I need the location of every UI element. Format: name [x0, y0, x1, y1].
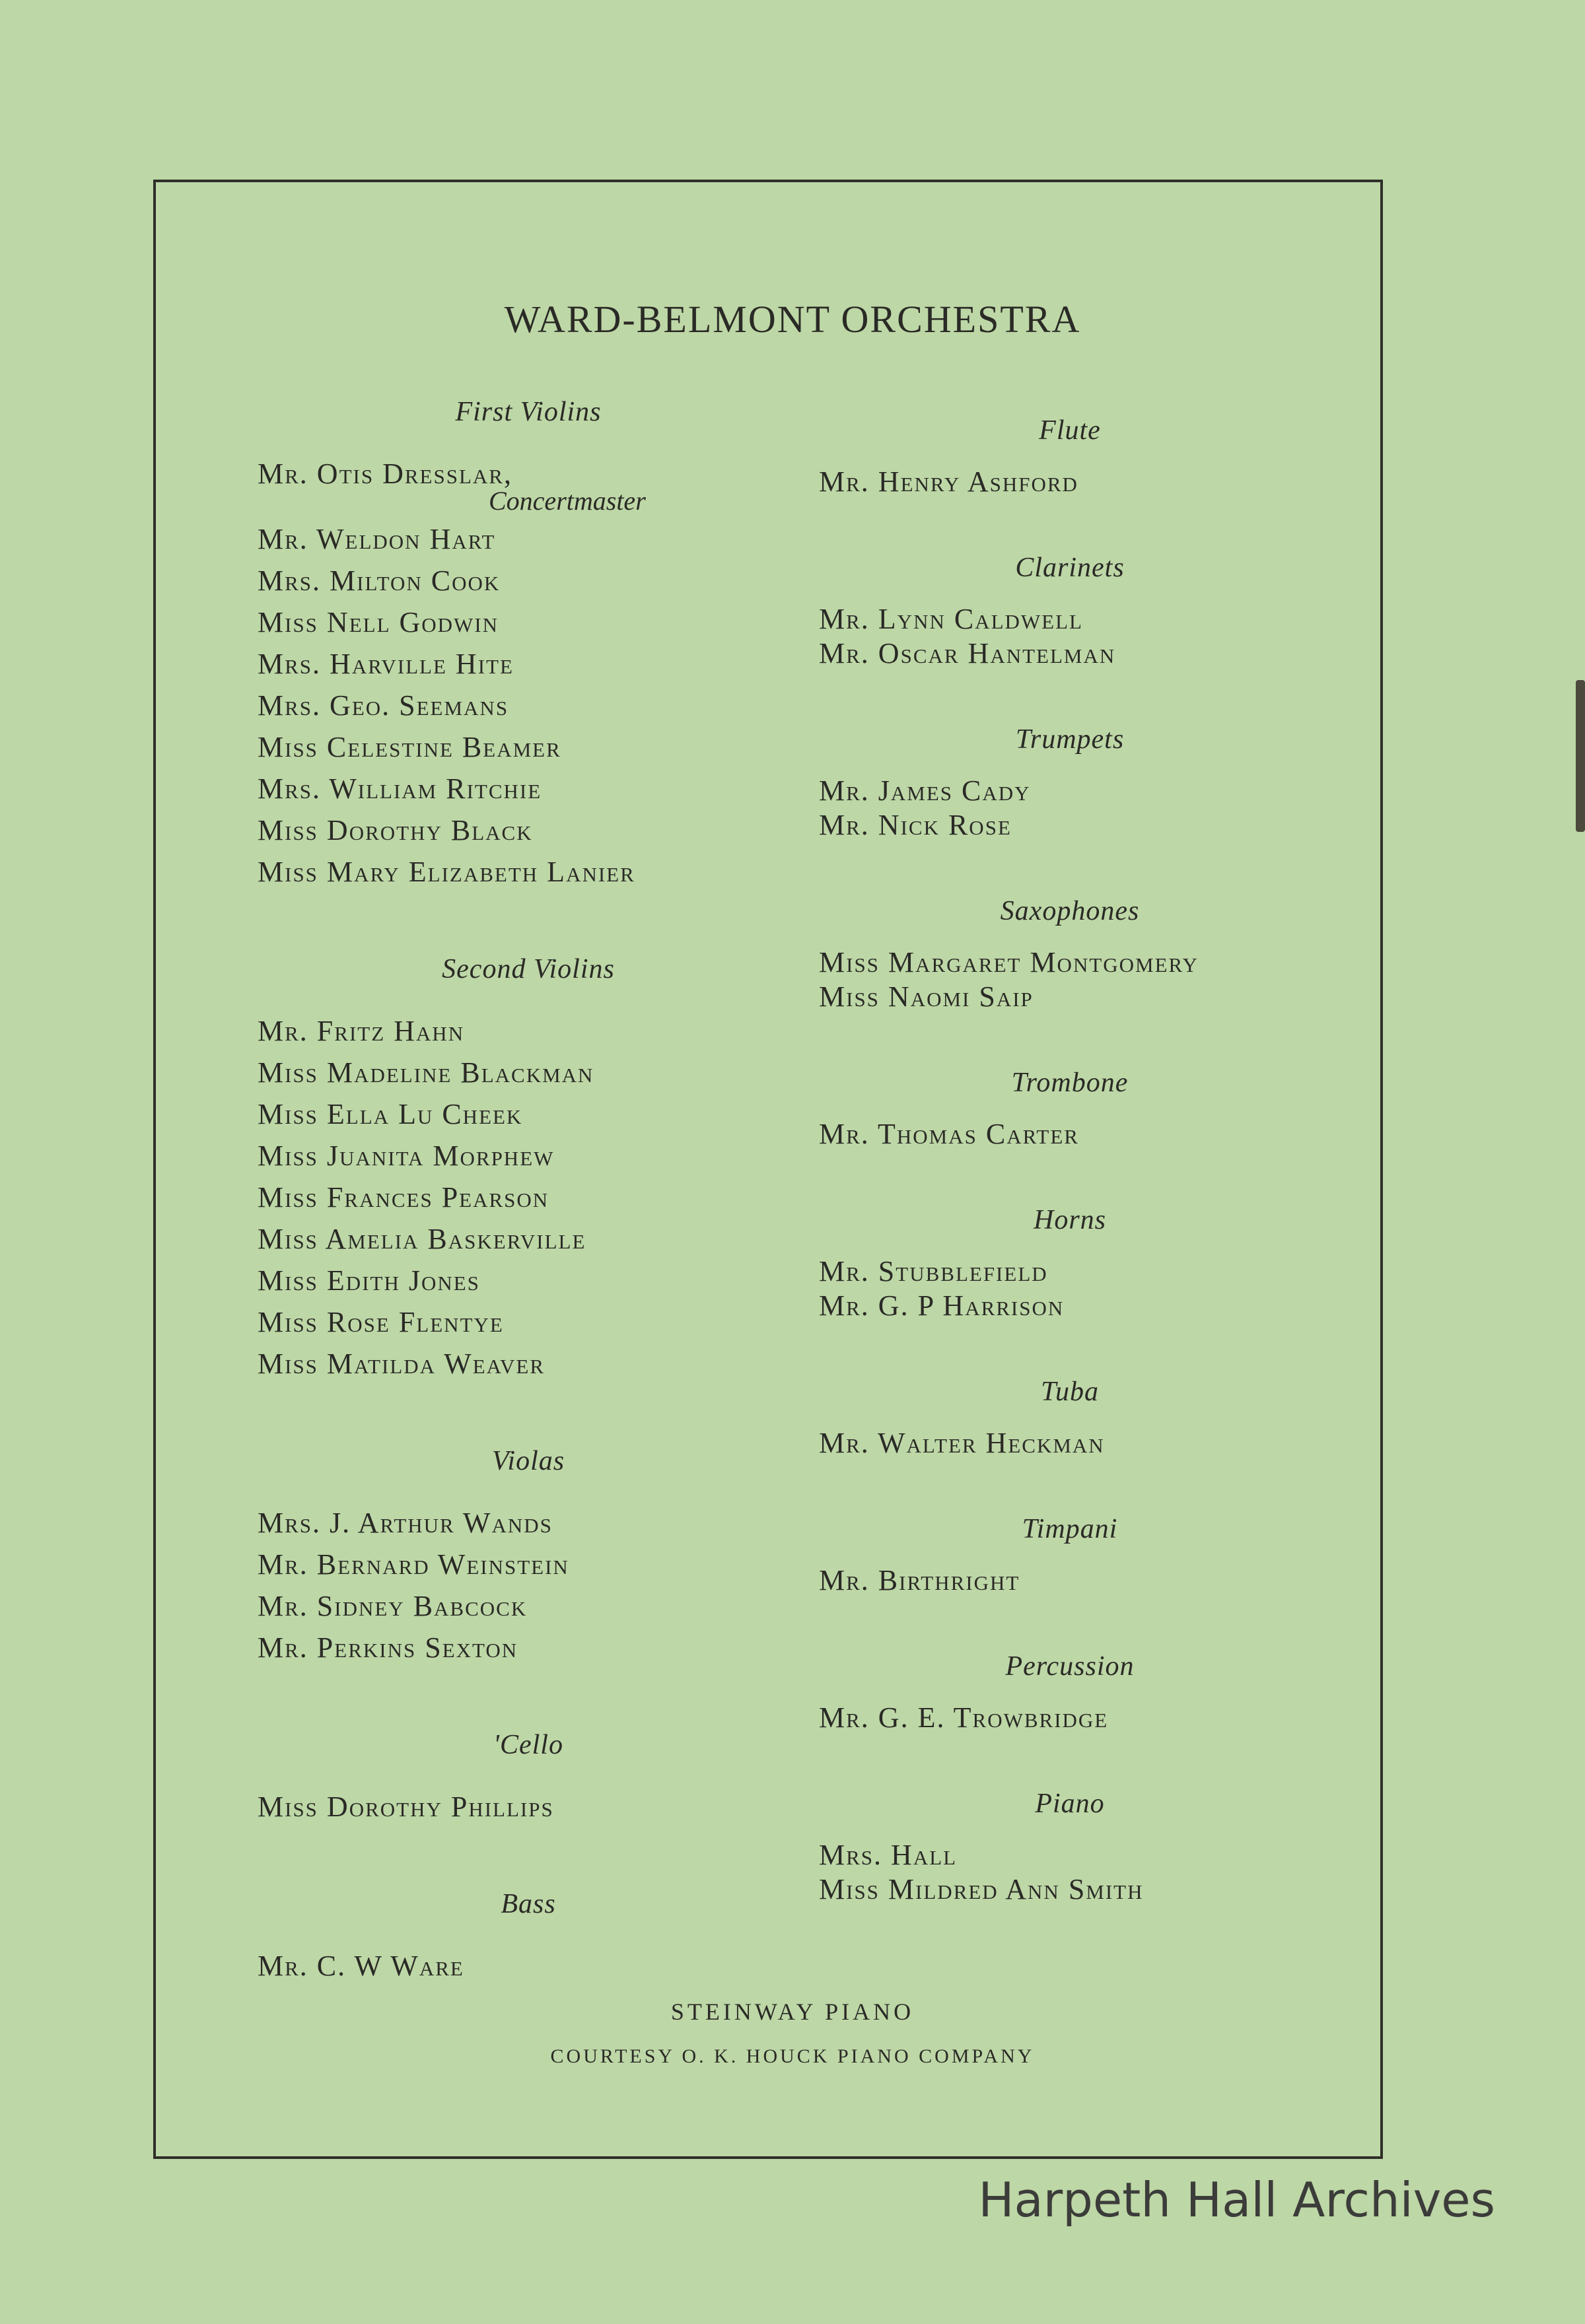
member-name: Mr. Walter Heckman: [819, 1427, 1105, 1459]
section-heading: Clarinets: [1015, 553, 1125, 583]
member-name: Miss Mildred Ann Smith: [819, 1873, 1144, 1905]
member-name: Mr. G. E. Trowbridge: [819, 1701, 1109, 1734]
section-tuba: [819, 1376, 1321, 1460]
member-name: Miss Naomi Saip: [819, 980, 1034, 1013]
footer-piano-credit: STEINWAY PIANO: [670, 1999, 915, 2025]
section-heading: First Violins: [455, 397, 602, 427]
member-name: Mrs. William Ritchie: [258, 772, 542, 805]
section-timpani: [819, 1513, 1321, 1598]
section-heading: Tuba: [1040, 1377, 1100, 1407]
section-heading: Horns: [1033, 1205, 1107, 1235]
member-name: Miss Rose Flentye: [258, 1306, 504, 1338]
section-first-violins: [258, 396, 799, 893]
member-name: Mr. Lynn Caldwell: [819, 603, 1083, 635]
member-name: Mrs. Geo. Seemans: [258, 689, 509, 722]
section-heading: Percussion: [1005, 1651, 1135, 1682]
right-column: [819, 415, 1321, 1907]
section-saxophones: [819, 895, 1321, 1014]
section-heading: Second Violins: [442, 954, 615, 984]
member-name: Miss Dorothy Black: [258, 814, 533, 846]
member-name: Mr. Sidney Babcock: [258, 1590, 528, 1622]
archive-watermark: Harpeth Hall Archives: [978, 2172, 1495, 2228]
section-flute: [819, 415, 1321, 499]
left-column: [258, 396, 799, 1987]
member-name: Mr. Birthright: [819, 1564, 1020, 1596]
section-heading: Violas: [491, 1446, 565, 1476]
member-name: Miss Dorothy Phillips: [258, 1791, 554, 1823]
binding-mark: [1576, 680, 1585, 832]
member-name: Mrs. Harville Hite: [258, 648, 514, 680]
member-name: Miss Celestine Beamer: [258, 731, 561, 763]
section-horns: [819, 1204, 1321, 1323]
section-bass: [258, 1888, 799, 1987]
member-name: Mr. Perkins Sexton: [258, 1631, 518, 1664]
section-heading: Timpani: [1022, 1514, 1118, 1544]
section-heading: Trumpets: [1015, 724, 1125, 755]
section-second-violins: [258, 953, 799, 1384]
member-name: Miss Matilda Weaver: [258, 1348, 546, 1380]
member-name: Mr. G. P Harrison: [819, 1289, 1065, 1322]
section-heading: 'Cello: [493, 1730, 563, 1760]
section-piano: [819, 1788, 1321, 1907]
member-name: Mr. James Cady: [819, 774, 1031, 807]
member-name: Miss Juanita Morphew: [258, 1140, 555, 1172]
section-trombone: [819, 1067, 1321, 1151]
member-name: Miss Nell Godwin: [258, 606, 499, 638]
member-name: Mr. Bernard Weinstein: [258, 1548, 569, 1581]
section-cello: [258, 1729, 799, 1828]
member-name: Mrs. Hall: [819, 1839, 958, 1871]
member-name: Mr. Thomas Carter: [819, 1118, 1079, 1150]
section-heading: Piano: [1035, 1789, 1105, 1819]
section-heading: Bass: [501, 1889, 556, 1919]
member-name: Mr. Nick Rose: [819, 809, 1012, 841]
member-name: Mr. Fritz Hahn: [258, 1015, 465, 1047]
member-name: Miss Madeline Blackman: [258, 1056, 594, 1089]
member-name: Miss Frances Pearson: [258, 1181, 549, 1213]
member-name: Mrs. J. Arthur Wands: [258, 1507, 553, 1539]
member-name: Miss Margaret Montgomery: [819, 946, 1199, 978]
section-heading: Trombone: [1011, 1068, 1129, 1098]
member-name: Mr. Oscar Hantelman: [819, 637, 1116, 669]
section-violas: [258, 1445, 799, 1668]
member-name: Miss Amelia Baskerville: [258, 1223, 586, 1255]
member-name: Mr. Weldon Hart: [258, 523, 496, 555]
member-name: Mr. Henry Ashford: [819, 465, 1078, 498]
member-name: Mr. C. W Ware: [258, 1950, 464, 1982]
member-name: Miss Mary Elizabeth Lanier: [258, 856, 635, 888]
member-name: Mr. Otis Dresslar,: [258, 458, 512, 490]
page-title: WARD-BELMONT ORCHESTRA: [504, 298, 1081, 341]
member-name: Mr. Stubblefield: [819, 1255, 1048, 1287]
section-heading: Saxophones: [1000, 896, 1140, 926]
member-name: Miss Ella Lu Cheek: [258, 1098, 523, 1130]
section-heading: Flute: [1039, 415, 1101, 446]
section-clarinets: [819, 552, 1321, 671]
footer-courtesy: COURTESY O. K. HOUCK PIANO COMPANY: [550, 2045, 1035, 2067]
member-name: Miss Edith Jones: [258, 1264, 480, 1297]
member-role: Concertmaster: [489, 486, 646, 516]
section-percussion: [819, 1651, 1321, 1735]
member-name: Mrs. Milton Cook: [258, 564, 501, 597]
section-trumpets: [819, 724, 1321, 842]
